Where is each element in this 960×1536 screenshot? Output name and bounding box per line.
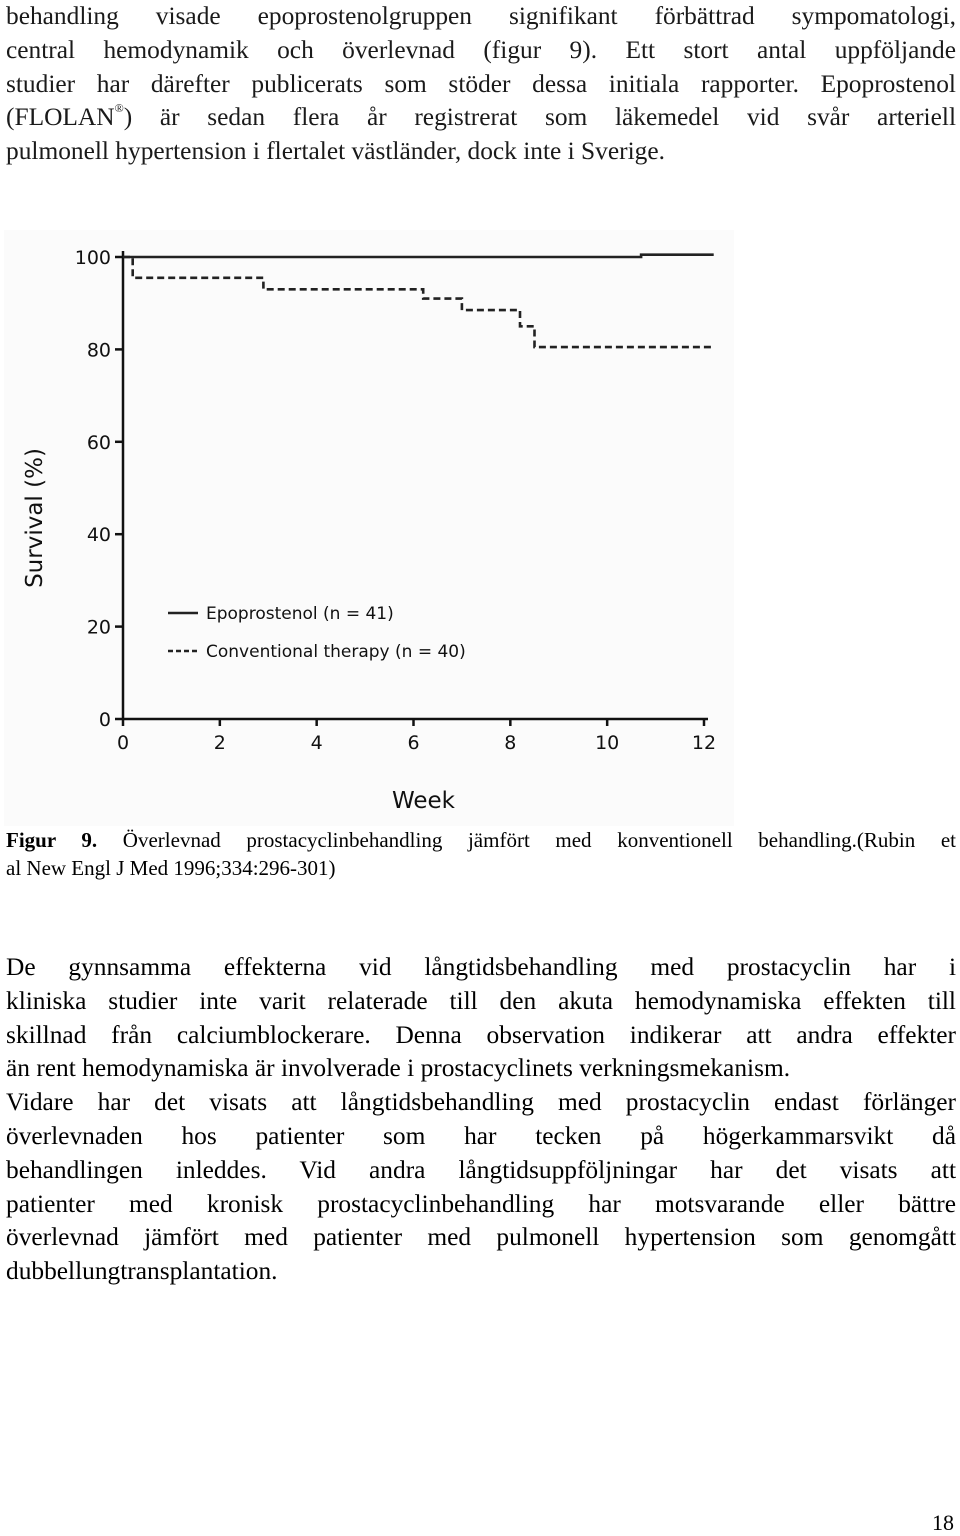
x-tick-label: 8 <box>504 732 517 754</box>
y-axis-title: Survival (%) <box>22 448 48 588</box>
y-tick-label: 40 <box>86 524 111 547</box>
y-tick-label: 60 <box>86 431 111 454</box>
text-line: skillnad från calciumblockerare. Denna observation indikerar att andra effekter <box>6 1020 956 1049</box>
x-tick-label: 2 <box>213 732 226 754</box>
x-tick-label: 12 <box>691 732 717 754</box>
x-tick-label: 10 <box>595 732 620 754</box>
text-line: än rent hemodynamiska är involverade i prostacyclinets verkningsmekanism. <box>6 1054 791 1083</box>
text-line <box>6 101 956 135</box>
x-axis-title: Week <box>391 788 456 814</box>
body-paragraph <box>6 951 956 1289</box>
chart-ticks <box>75 247 716 754</box>
drug-name: (FLOLAN <box>6 103 115 132</box>
caption-line <box>6 826 956 854</box>
y-tick-label: 100 <box>74 247 111 269</box>
registered-mark: ® <box>114 101 124 116</box>
page-number: 18 <box>932 1510 954 1535</box>
text-fragment: ) är sedan flera år registrerat som läkemedel vid svår arteriell <box>123 103 956 132</box>
chart-series <box>123 255 714 347</box>
text-line: Vidare har det visats att långtidsbehandling med prostacyclin endast förlänger <box>6 1088 956 1117</box>
intro-paragraph <box>6 0 956 169</box>
text-line: De gynnsamma effekterna vid långtidsbehandling med prostacyclin har i <box>6 953 956 981</box>
y-tick-label: 20 <box>86 616 111 639</box>
text-line: kliniska studier inte varit relaterade till den akuta hemodynamiska effekten till <box>6 986 956 1015</box>
legend-label: Epoprostenol (n = 41) <box>206 604 394 624</box>
conventional-therapy-line <box>123 257 714 347</box>
survival-chart <box>4 230 734 826</box>
caption-label: Figur 9. <box>6 828 98 852</box>
epoprostenol-line <box>123 255 714 257</box>
y-tick-label: 80 <box>86 339 111 362</box>
text-line: pulmonell hypertension i flertalet västländer, dock inte i Sverige. <box>6 137 665 166</box>
figure-caption <box>6 826 956 882</box>
text-line: patienter med kronisk prostacyclinbehandling har motsvarande eller bättre <box>6 1189 956 1218</box>
x-tick-label: 4 <box>310 732 323 754</box>
caption-text: Överlevnad prostacyclinbehandling jämfört med konventionell behandling.(Rubin et <box>97 828 956 852</box>
x-tick-label: 0 <box>116 732 130 754</box>
text-line: överlevnaden hos patienter som har tecken på högerkammarsvikt då <box>6 1121 956 1150</box>
survival-figure <box>4 230 734 826</box>
text-line: behandlingen inleddes. Vid andra långtidsuppföljningar har det visats att <box>6 1155 956 1184</box>
text-line: dubbellungtransplantation. <box>6 1257 278 1286</box>
caption-line: al New Engl J Med 1996;334:296-301) <box>6 856 336 880</box>
text-line: central hemodynamik och överlevnad (figur 9). Ett stort antal uppföljande <box>6 35 956 64</box>
text-line: studier har därefter publicerats som stöder dessa initiala rapporter. Epoprostenol <box>6 69 956 98</box>
legend-label: Conventional therapy (n = 40) <box>206 642 466 662</box>
chart-legend <box>168 604 466 662</box>
text-line: behandling visade epoprostenolgruppen signifikant förbättrad sympomatologi, <box>6 2 956 30</box>
x-tick-label: 6 <box>407 732 420 754</box>
text-line: överlevnad jämfört med patienter med pulmonell hypertension som genomgått <box>6 1223 956 1252</box>
y-tick-label: 0 <box>98 709 111 731</box>
